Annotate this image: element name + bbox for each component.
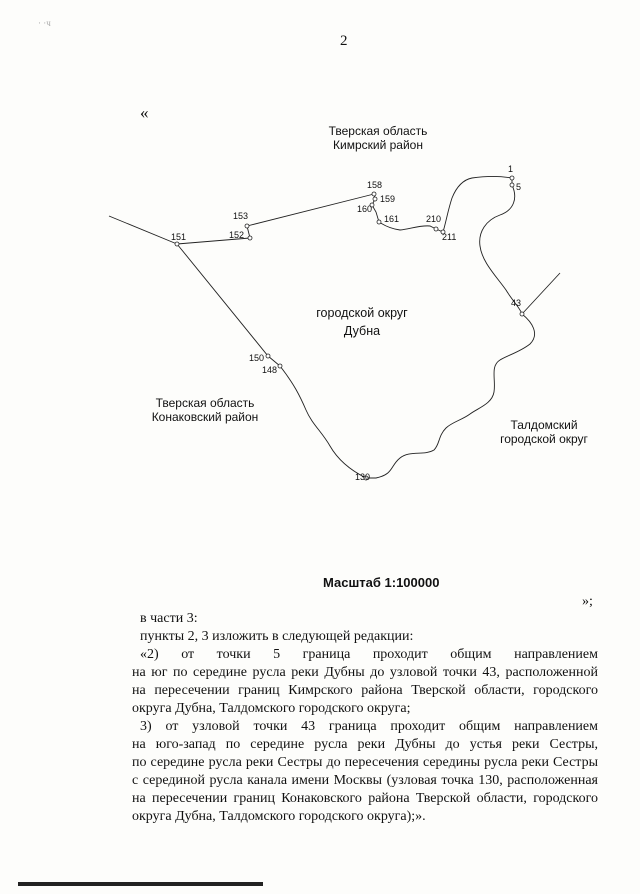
region-label-tver-konakovo (152, 396, 259, 424)
map-point-150 (266, 354, 270, 358)
boundary-line-130-148 (280, 366, 366, 478)
point-label-130: 130 (355, 472, 371, 482)
paragraph-2-line: на пересечении границ Кимрского района Тверской области, городского (132, 683, 598, 698)
region-label-line: городской округ (500, 432, 588, 446)
region-label-line: Кимрский район (333, 138, 423, 152)
boundary-line-east-arm (522, 273, 560, 314)
region-label-line: Талдомский (510, 418, 578, 432)
point-label-161: 161 (384, 214, 400, 224)
boundary-line-153-158 (247, 194, 374, 226)
paragraph-3-line: округа Дубна, Талдомского городского округа);». (132, 809, 426, 824)
paragraph-3-line: 3) от узловой точки 43 граница проходит общим направлением (140, 719, 598, 734)
point-label-160: 160 (357, 204, 373, 214)
text-part-3: в части 3: (140, 611, 198, 626)
region-label-dubna (316, 304, 407, 340)
opening-quote: « (140, 103, 149, 122)
region-label-line: Конаковский район (151, 410, 259, 424)
point-label-5: 5 (516, 182, 522, 192)
point-label-210: 210 (426, 214, 442, 224)
point-label-158: 158 (367, 180, 383, 190)
map-point-5 (510, 183, 514, 187)
map-point-153 (245, 224, 249, 228)
page-number: 2 (340, 33, 348, 49)
map-point-43 (520, 312, 524, 316)
closing-quote: »; (582, 594, 593, 609)
paragraph-2-line: «2) от точки 5 граница проходит общим направлением (140, 647, 598, 662)
region-label-line: Тверская область (328, 124, 428, 138)
paragraph-3-line: на пересечении границ Конаковского района Тверской области, городского (132, 791, 598, 806)
point-label-153: 153 (233, 211, 249, 221)
region-label-line: Дубна (343, 324, 381, 338)
map-point-148 (278, 364, 282, 368)
paragraph-3-line: по середине русла реки Сестры до пересечения середины русла реки Сестры (132, 755, 598, 770)
scan-artifact: · ·ч (38, 18, 51, 28)
point-label-211: 211 (442, 232, 457, 242)
map-point-152 (248, 236, 252, 240)
map-point-210 (434, 227, 438, 231)
point-label-148: 148 (262, 365, 278, 375)
region-label-line: Тверская область (155, 396, 255, 410)
map-point-1 (510, 176, 514, 180)
point-label-152: 152 (229, 230, 245, 240)
map-point-161 (377, 220, 381, 224)
paragraph-2-line: округа Дубна, Талдомского городского округа; (132, 701, 411, 716)
point-label-151: 151 (171, 232, 187, 242)
region-label-line: городской округ (316, 306, 408, 320)
map-scale: Масштаб 1:100000 (323, 575, 440, 590)
scan-edge-bar (18, 882, 263, 886)
map-point-159 (373, 197, 377, 201)
map-point-158 (372, 192, 376, 196)
point-label-1: 1 (508, 164, 514, 174)
text-items-intro: пункты 2, 3 изложить в следующей редакции: (140, 629, 414, 644)
paragraph-3-line: с серединой русла канала имени Москвы (узловая точка 130, расположенная (132, 773, 598, 788)
point-label-150: 150 (249, 353, 265, 363)
region-label-taldom (500, 418, 588, 446)
map-point-151 (175, 242, 179, 246)
boundary-line-148-151 (177, 244, 280, 366)
boundary-line-west-arm (109, 216, 177, 244)
point-label-43: 43 (511, 298, 522, 308)
region-label-tver-kimry (329, 124, 428, 152)
paragraph-3-line: на юго-запад по середине русла реки Дубны до устья реки Сестры, (132, 737, 598, 752)
paragraph-2-line: на юг по середине русла реки Дубны до узловой точки 43, расположенной (132, 665, 598, 680)
point-label-159: 159 (380, 194, 396, 204)
